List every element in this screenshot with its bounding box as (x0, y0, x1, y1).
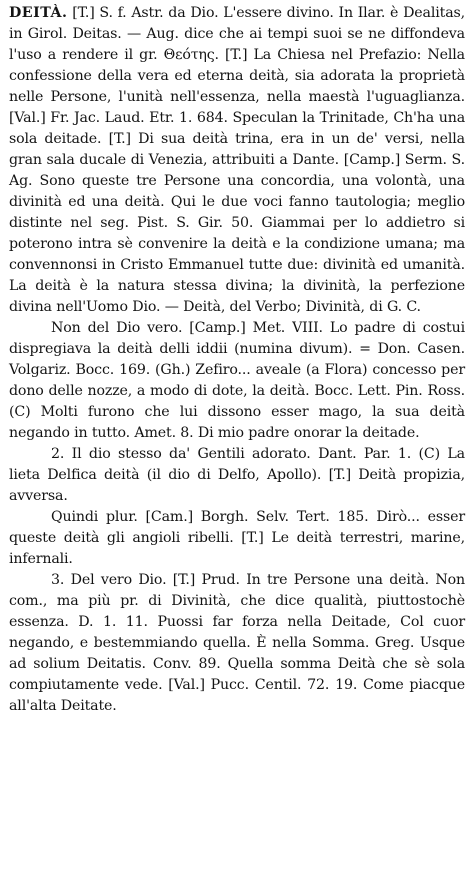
sense-plural-paragraph: Quindi plur. [Cam.] Borgh. Selv. Tert. 185. Dirò... esser queste deità gli angioli ribelli. [T.] Le deità terrestri, marine, infernali. (9, 509, 465, 567)
sense-3-paragraph: 3. Del vero Dio. [T.] Prud. In tre Persone una deità. Non com., ma più pr. di Divinità, che dice qualità, piuttostochè essenza. D. 1. 11. Puossi far forza nella Deitade, Col cuor negando, e bestemmiando quella. È nella Somma. Greg. Usque ad solium Deitatis. Conv. 89. Quella somma Deità che sè sola compiutamente vede. [Val.] Pucc. Centil. 72. 19. Come piacque all'alta Deitate. (9, 572, 465, 714)
sense-non-del-dio-vero: Non del Dio vero. [Camp.] Met. VIII. Lo padre di costui dispregiava la deità delli iddii (numina divum). = Don. Casen. Volgariz. Bocc. 169. (Gh.) Zefiro... aveale (a Flora) concesso per dono delle nozze, a modo di dote, la deità. Bocc. Lett. Pin. Ross. (C) Molti furono che lui dissono esser mago, la sua deità negando in tutto. Amet. 8. Di mio padre onorar la deitade. (9, 320, 465, 441)
entry-definition-paragraph (9, 3, 465, 318)
definition-text: [T.] S. f. Astr. da Dio. L'essere divino. In Ilar. è Dealitas, in Girol. Deitas. — Aug. dice che ai tempi suoi se ne diffondeva l'uso a rendere il gr. Θεότης. [T.] La Chiesa nel Prefazio: Nella confessione della vera ed eterna deità, sia adorata la proprietà nelle Persone, l'unità nell'essenza, nella maestà l'uguaglianza. [Val.] Fr. Jac. Laud. Etr. 1. 684. Speculan la Trinitade, Ch'ha una sola deitade. [T.] Di sua deità trina, era in un de' versi, nella gran sala ducale di Venezia, attribuiti a Dante. [Camp.] Serm. S. Ag. Sono queste tre Persone una concordia, una volontà, una divinità ed una deità. Qui le due voci fanno tautologia; meglio distinte nel seg. Pist. S. Gir. 50. Giammai per lo addietro si poterono intra sè convenire la deità e la condizione umana; ma convennonsi in Cristo Emmanuel tutte due: divinità ed umanità. La deità è la natura stessa divina; la divinità, la perfezione divina nell'Uomo Dio. — Deità, del Verbo; Divinità, di G. C. (9, 5, 465, 315)
sense-2-paragraph: 2. Il dio stesso da' Gentili adorato. Dant. Par. 1. (C) La lieta Delfica deità (il dio di Delfo, Apollo). [T.] Deità propizia, avversa. (9, 446, 465, 504)
entry-headword: DEITÀ. (9, 5, 68, 21)
